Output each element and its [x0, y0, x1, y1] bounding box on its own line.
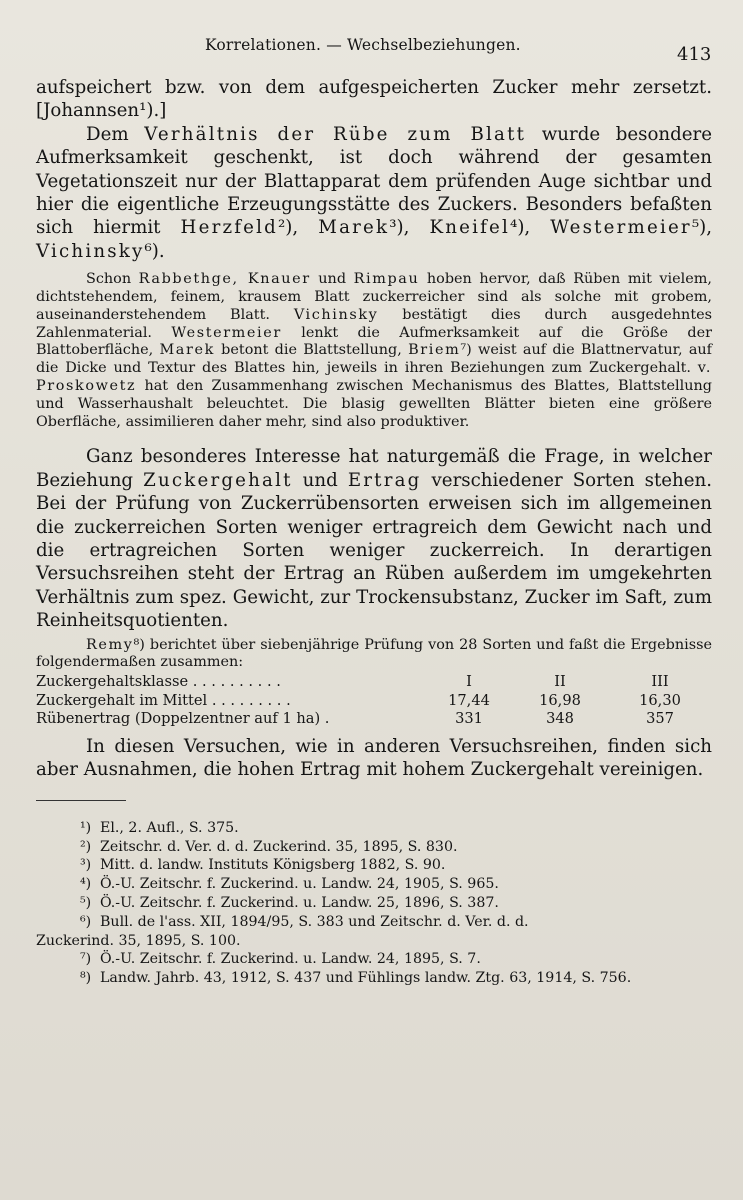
footnote-mark: ⁸) — [80, 970, 92, 987]
footnote — [36, 913, 712, 932]
table-cell: II — [554, 673, 566, 691]
page-body — [36, 76, 712, 988]
footnote — [36, 819, 712, 838]
author-westermeier: Westermeier — [550, 217, 692, 239]
paragraph-1: aufspeichert bzw. von dem aufgespeicherten Zucker mehr zersetzt. [Johannsen¹).] — [36, 77, 712, 122]
footnote-mark: ³) — [80, 857, 92, 874]
paragraph-6: In diesen Versuchen, wie in anderen Versuchsreihen, finden sich aber Ausnahmen, die hohen Ertrag mit hohem Zuckergehalt vereinigen. — [36, 736, 712, 781]
page-header — [0, 30, 743, 70]
footnote-text: Bull. de l'ass. XII, 1894/95, S. 383 und Zeitschr. d. Ver. d. d. — [100, 913, 529, 930]
footnote-text: Ö.-U. Zeitschr. f. Zuckerind. u. Landw. 24, 1905, S. 965. — [100, 876, 499, 893]
footnote-continuation: Zuckerind. 35, 1895, S. 100. — [36, 932, 241, 949]
footnote-text: Ö.-U. Zeitschr. f. Zuckerind. u. Landw. 24, 1895, S. 7. — [100, 951, 481, 968]
author-marek: Marek — [318, 217, 390, 239]
footnote-divider — [36, 800, 126, 801]
page-number: 413 — [677, 44, 712, 65]
footnote — [36, 838, 712, 857]
footnote-mark: ⁷) — [80, 951, 92, 968]
footnote-mark: ¹) — [80, 819, 92, 836]
paragraph-3-small: Schon Rabbethge, Knauer und Rimpau hoben hervor, daß Rüben mit vielem, dichtstehendem, feinem, krausem Blatt zuckerreicher sind als solche mit grobem, auseinanderstehendem Blatt. Vichinsky bestätigt dies durch ausgedehntes Zahlenmaterial. Westermeier lenkt die Aufmerksamkeit auf die Größe der Blattoberfläche, Marek betont die Blattstellung, Briem⁷) weist auf die Blattnervatur, auf die Dicke und Textur des Blattes hin, jeweils in ihren Beziehungen zum Zuckergehalt. v. Proskowetz hat den Zusammenhang zwischen Mechanismus des Blattes, Blattstellung und Wasserhaushalt beleuchtet. Die blasig gewellten Blätter bieten eine größere Oberfläche, assimilieren daher mehr, sind also produktiver. — [36, 271, 713, 430]
author-vichinsky: Vichinsky — [36, 240, 145, 262]
footnote-mark: ²) — [80, 838, 92, 855]
footnotes — [36, 819, 712, 988]
results-table — [36, 673, 712, 729]
footnote-mark: ⁴) — [80, 876, 92, 893]
table-cell: III — [651, 673, 669, 691]
table-cell: 357 — [646, 710, 674, 728]
footnote — [36, 875, 712, 894]
running-title: Korrelationen. — Wechselbeziehungen. — [205, 36, 521, 54]
table-cell: 16,30 — [639, 691, 681, 709]
table-row-label: Zuckergehaltsklasse . . . . . . . . . . — [36, 673, 281, 691]
footnote-mark: ⁶) — [80, 913, 92, 930]
paragraph-4: Ganz besonderes Interesse hat naturgemäß die Frage, in welcher Beziehung Zuckergehalt und Ertrag verschiedener Sorten stehen. Bei der Prüfung von Zuckerrübensorten erweisen sich im allgemeinen die zuckerreichen Sorten weniger ertragreich dem Gewicht nach und die ertragreichen Sorten weniger zuckerreich. In derartigen Versuchsreihen steht der Ertrag an Rüben außerdem im umgekehrten Verhältnis zum spez. Gewicht, zur Trockensubstanz, Zucker im Saft, zum Reinheitsquotienten. — [36, 446, 713, 632]
table-row-label: Rübenertrag (Doppelzentner auf 1 ha) . — [36, 710, 330, 728]
table-row-label: Zuckergehalt im Mittel . . . . . . . . . — [36, 691, 291, 709]
table-cell: I — [466, 673, 472, 691]
table-cell: 16,98 — [539, 691, 581, 709]
footnote-mark: ⁵) — [80, 895, 92, 912]
footnote — [36, 969, 712, 988]
footnote-text: Landw. Jahrb. 43, 1912, S. 437 und Fühlings landw. Ztg. 63, 1914, S. 756. — [100, 970, 632, 987]
table-cell: 17,44 — [448, 691, 490, 709]
paragraph-5-small: Remy⁸) berichtet über siebenjährige Prüfung von 28 Sorten und faßt die Ergebnisse folgendermaßen zusammen: — [36, 636, 712, 671]
footnote-text: Mitt. d. landw. Instituts Königsberg 1882, S. 90. — [100, 857, 446, 874]
footnote-text: Ö.-U. Zeitschr. f. Zuckerind. u. Landw. 25, 1896, S. 387. — [100, 895, 499, 912]
footnote-text: Zeitschr. d. Ver. d. d. Zuckerind. 35, 1895, S. 830. — [100, 838, 458, 855]
author-herzfeld: Herzfeld — [180, 217, 279, 239]
table-cell: 348 — [546, 710, 574, 728]
footnote — [36, 950, 712, 969]
table-cell: 331 — [455, 710, 483, 728]
footnote-text: El., 2. Aufl., S. 375. — [100, 819, 239, 836]
footnote — [36, 894, 712, 913]
paragraph-2: Dem Verhältnis der Rübe zum Blatt wurde besondere Aufmerksamkeit geschenkt, ist doch während der gesamten Vegetationszeit nur der Blattapparat dem prüfenden Auge sichtbar und hier die eigentliche Erzeugungsstätte des Zuckers. Besonders befaßten sich hiermit Herzfeld²), Marek³), Kneifel⁴), Westermeier⁵), Vichinsky⁶). — [36, 123, 712, 262]
author-kneifel: Kneifel — [429, 217, 511, 239]
table-row — [36, 673, 712, 692]
footnote — [36, 856, 712, 875]
table-row — [36, 692, 712, 711]
table-row — [36, 710, 712, 729]
